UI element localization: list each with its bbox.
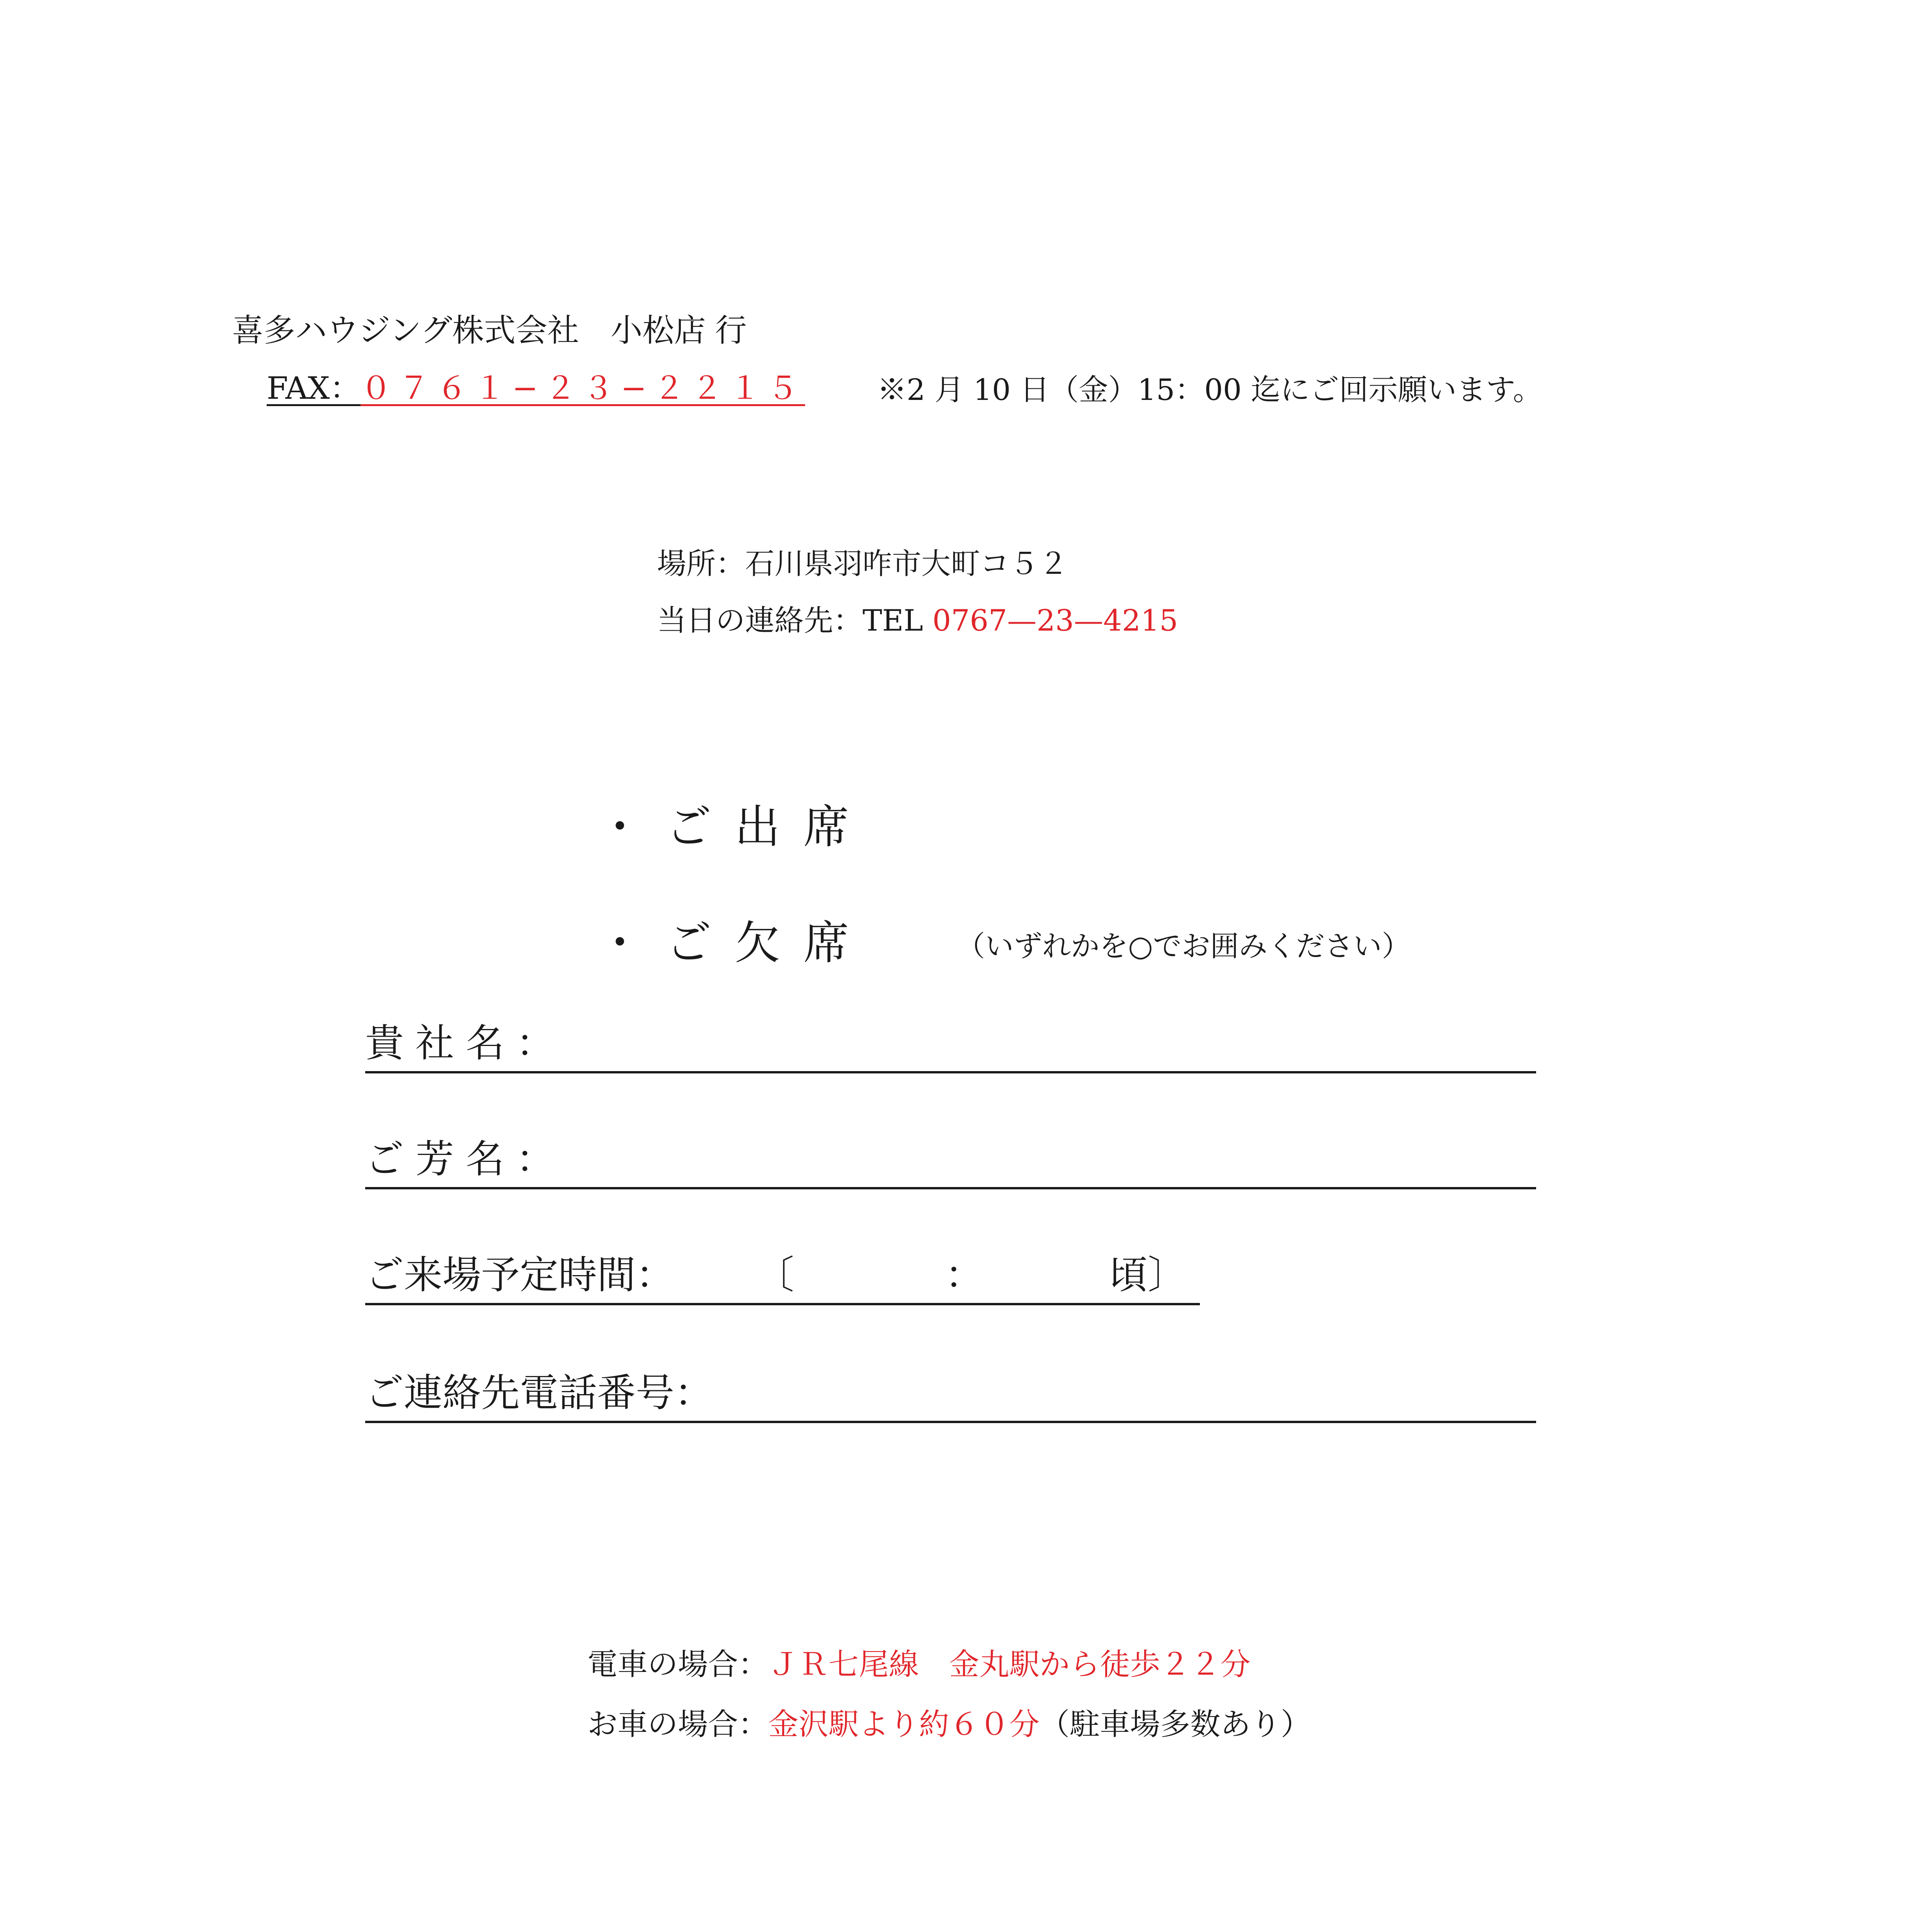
- access-car-value: 金沢駅より約６０分: [768, 1707, 1040, 1742]
- option-instruction: （いずれかを○でお囲みください）: [956, 930, 1411, 963]
- venue-place-label: 場所：: [657, 546, 745, 581]
- access-car-label: お車の場合：: [587, 1707, 769, 1742]
- option-absent[interactable]: ・ご欠席: [597, 916, 873, 969]
- fax-label: FAX：: [267, 370, 361, 406]
- contact-phone-field[interactable]: [365, 1370, 1536, 1423]
- venue-contact-phone: 0767—23—4215: [932, 603, 1178, 638]
- access-train-value: ＪＲ七尾線 金丸駅から徒歩２２分: [768, 1647, 1251, 1682]
- access-car-note: （駐車場多数あり）: [1040, 1707, 1311, 1742]
- arrival-time-bracket-open: 〔: [756, 1252, 794, 1298]
- access-by-car: [587, 1700, 1311, 1743]
- company-name-field[interactable]: [365, 1020, 1536, 1073]
- venue-place: [657, 540, 1068, 582]
- access-by-train: [587, 1640, 1251, 1684]
- venue-contact: [657, 597, 1178, 639]
- attendee-name-field[interactable]: [365, 1136, 1536, 1189]
- company-name-label: 貴社名：: [365, 1020, 566, 1066]
- fax-number: ０７６１−２３−２２１５: [361, 370, 805, 406]
- arrival-time-field[interactable]: [365, 1252, 1200, 1305]
- contact-phone-label: ご連絡先電話番号：: [365, 1370, 713, 1415]
- venue-contact-label: 当日の連絡先：TEL: [657, 603, 932, 638]
- arrival-time-colon: ：: [945, 1252, 984, 1298]
- option-attend[interactable]: ・ご出席: [597, 800, 873, 854]
- recipient-suffix: 行: [715, 312, 747, 349]
- recipient-name: 喜多ハウジング株式会社 小松店: [232, 312, 706, 349]
- venue-place-value: 石川県羽咋市大町コ５２: [745, 546, 1068, 581]
- fax-line: [267, 363, 805, 408]
- access-train-label: 電車の場合：: [587, 1647, 769, 1682]
- reply-deadline: ※2 月 10 日（金）15：00 迄にご回示願います。: [877, 372, 1543, 407]
- arrival-time-bracket-close: 頃〕: [1109, 1252, 1186, 1298]
- attendee-name-label: ご芳名：: [365, 1136, 566, 1182]
- recipient-line: [232, 305, 747, 350]
- arrival-time-label: ご来場予定時間：: [365, 1252, 674, 1298]
